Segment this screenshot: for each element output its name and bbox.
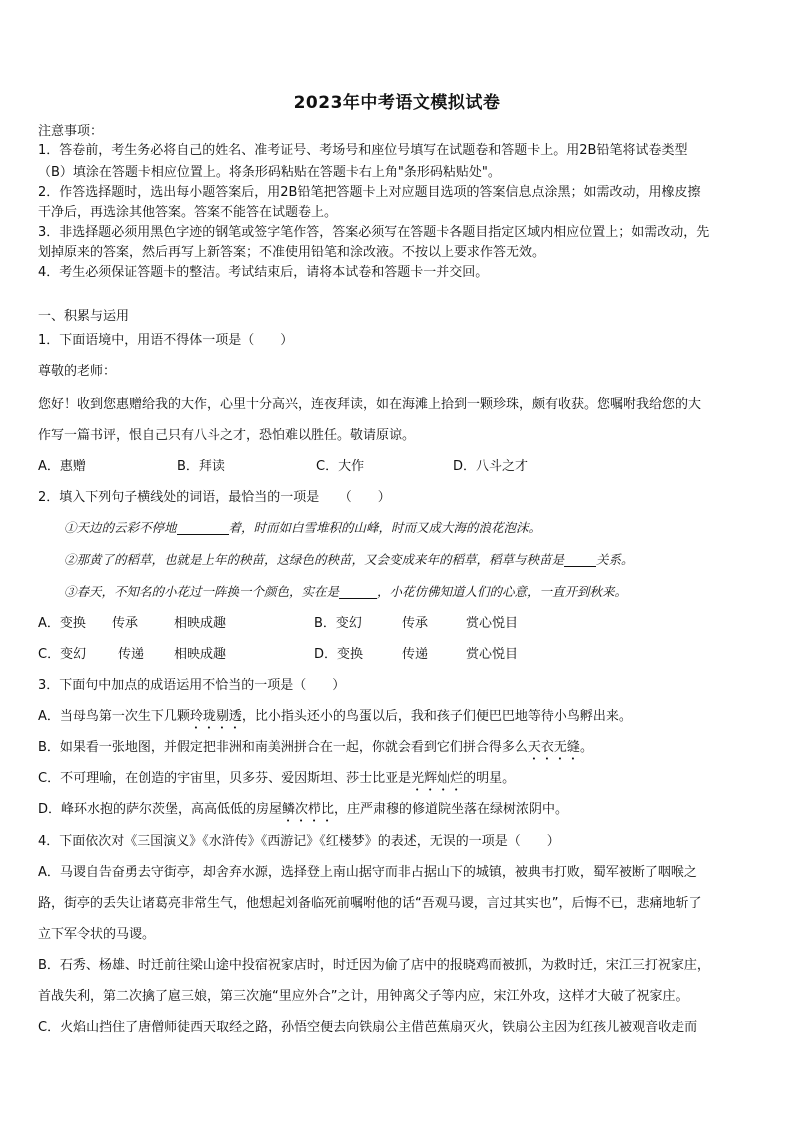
dotted-idiom: 光辉灿烂	[411, 771, 464, 786]
question-2-sentence-3: ③春天，不知名的小花过一阵换一个颜色，实在是 ，小花仿佛知道人们的心意，一直开到秋来。	[64, 584, 628, 599]
question-2-option-d-word-3: 赏心悦目	[466, 647, 519, 662]
question-2-option-c-word-2: 传递	[118, 647, 145, 662]
question-1-body: 您好！收到您惠赠给我的大作，心里十分高兴，连夜拜读，如在海滩上拾到一颗珍珠，颇有收获。您嘱咐我给您的大	[38, 397, 702, 412]
question-2-option-a-word-3: 相映成趣	[174, 616, 227, 631]
notice-heading: 注意事项：	[38, 124, 104, 139]
notice-line: 划掉原来的答案，然后再写上新答案；不准使用铅笔和涂改液。不按以上要求作答无效。	[38, 245, 546, 260]
question-1-option-b: B．拜读	[177, 459, 225, 474]
question-4-text-line: 路，街亭的丢失让诸葛亮非常生气，他想起刘备临死前嘱咐他的话“吾观马谡，言过其实也”，后悔不已，悲痛地斩了	[38, 896, 702, 911]
question-4-text-line: B．石秀、杨雄、时迁前往梁山途中投宿祝家店时，时迁因为偷了店中的报晓鸡而被抓，为救时迁，宋江三打祝家庄，	[38, 958, 710, 973]
notice-line: 4．考生必须保证答题卡的整洁。考试结束后，请将本试卷和答题卡一并交回。	[38, 265, 489, 280]
question-4-text-line: 立下军令状的马谡。	[38, 927, 156, 942]
question-3-option-c: C．不可理喻，在创造的宇宙里，贝多芬、爱因斯坦、莎士比亚是光辉灿烂的明星。	[38, 771, 516, 786]
question-2-option-a-word-2: 传承	[112, 616, 139, 631]
question-2-option-c-word-1: C．变幻	[38, 647, 87, 662]
notice-line: 干净后，再选涂其他答案。答案不能答在试题卷上。	[38, 205, 338, 220]
notice-line: 2．作答选择题时，选出每小题答案后，用2B铅笔把答题卡上对应题目选项的答案信息点涂黑；如需改动，用橡皮擦	[38, 185, 701, 200]
question-2-option-d-word-2: 传递	[402, 647, 429, 662]
dotted-idiom: 天衣无缝	[527, 740, 580, 755]
question-3-option-a: A．当母鸟第一次生下几颗玲珑剔透，比小指头还小的鸟蛋以后，我和孩子们便巴巴地等待小鸟孵出来。	[38, 709, 632, 724]
question-1-salutation: 尊敬的老师：	[38, 364, 117, 379]
question-2-option-a-word-1: A．变换	[38, 616, 86, 631]
fill-blank	[177, 520, 229, 535]
notice-line: 1．答卷前，考生务必将自己的姓名、准考证号、考场号和座位号填写在试题卷和答题卡上。用2B铅笔将试卷类型	[38, 143, 688, 158]
question-4-text-line: 首战失利，第二次擒了扈三娘，第三次施“里应外合”之计，用钟离父子等内应，宋江外攻，这样才大破了祝家庄。	[38, 989, 689, 1004]
question-2-option-c-word-3: 相映成趣	[174, 647, 227, 662]
question-4-stem: 4．下面依次对《三国演义》《水浒传》《西游记》《红楼梦》的表述，无误的一项是（ ）	[38, 834, 560, 849]
page-title: 2023年中考语文模拟试卷	[293, 93, 501, 113]
question-1-body: 作写一篇书评，恨自己只有八斗之才，恐怕难以胜任。敬请原谅。	[38, 428, 416, 443]
question-2-option-b-word-2: 传承	[402, 616, 429, 631]
question-2-stem: 2．填入下列句子横线处的词语，最恰当的一项是 （ ）	[38, 490, 391, 505]
section-heading: 一、积累与运用	[38, 309, 130, 324]
question-2-sentence-2: ②那黄了的稻草，也就是上年的秧苗，这绿色的秧苗，又会变成来年的稻草，稻草与秧苗是 关系。	[64, 552, 634, 567]
dotted-idiom: 鳞次栉比	[282, 802, 335, 817]
question-4-text-line: C．火焰山挡住了唐僧师徒西天取经之路，孙悟空便去向铁扇公主借芭蕉扇灭火，铁扇公主因为红孩儿被观音收走而	[38, 1020, 698, 1035]
dotted-idiom: 玲珑剔透	[189, 709, 242, 724]
question-3-stem: 3．下面句中加点的成语运用不恰当的一项是（ ）	[38, 678, 346, 693]
question-3-option-b: B．如果看一张地图，并假定把非洲和南美洲拼合在一起，你就会看到它们拼合得多么天衣无缝。	[38, 740, 593, 755]
question-2-sentence-1: ①天边的云彩不停地 着，时而如白雪堆积的山峰，时而又成大海的浪花泡沫。	[64, 520, 542, 535]
fill-blank	[339, 584, 377, 599]
question-1-option-d: D．八斗之才	[453, 459, 529, 474]
question-2-option-b-word-3: 赏心悦目	[466, 616, 519, 631]
fill-blank	[564, 552, 596, 567]
notice-line: （B）填涂在答题卡相应位置上。将条形码粘贴在答题卡右上角"条形码粘贴处"。	[38, 165, 501, 180]
question-1-option-a: A．惠赠	[38, 459, 86, 474]
question-1-stem: 1．下面语境中，用语不得体一项是（ ）	[38, 333, 294, 348]
question-4-text-line: A．马谡自告奋勇去守街亭，却舍弃水源，选择登上南山据守而非占据山下的城镇，被典韦打败，蜀军被断了咽喉之	[38, 865, 697, 880]
question-3-option-d: D．峰环水抱的萨尔茨堡，高高低低的房屋鳞次栉比，庄严肃穆的修道院坐落在绿树浓阴中。	[38, 802, 569, 817]
question-2-option-b-word-1: B．变幻	[314, 616, 362, 631]
question-2-option-d-word-1: D．变换	[314, 647, 364, 662]
notice-line: 3．非选择题必须用黑色字迹的钢笔或签字笔作答，答案必须写在答题卡各题目指定区域内相应位置上；如需改动，先	[38, 225, 710, 240]
question-1-option-c: C．大作	[316, 459, 365, 474]
